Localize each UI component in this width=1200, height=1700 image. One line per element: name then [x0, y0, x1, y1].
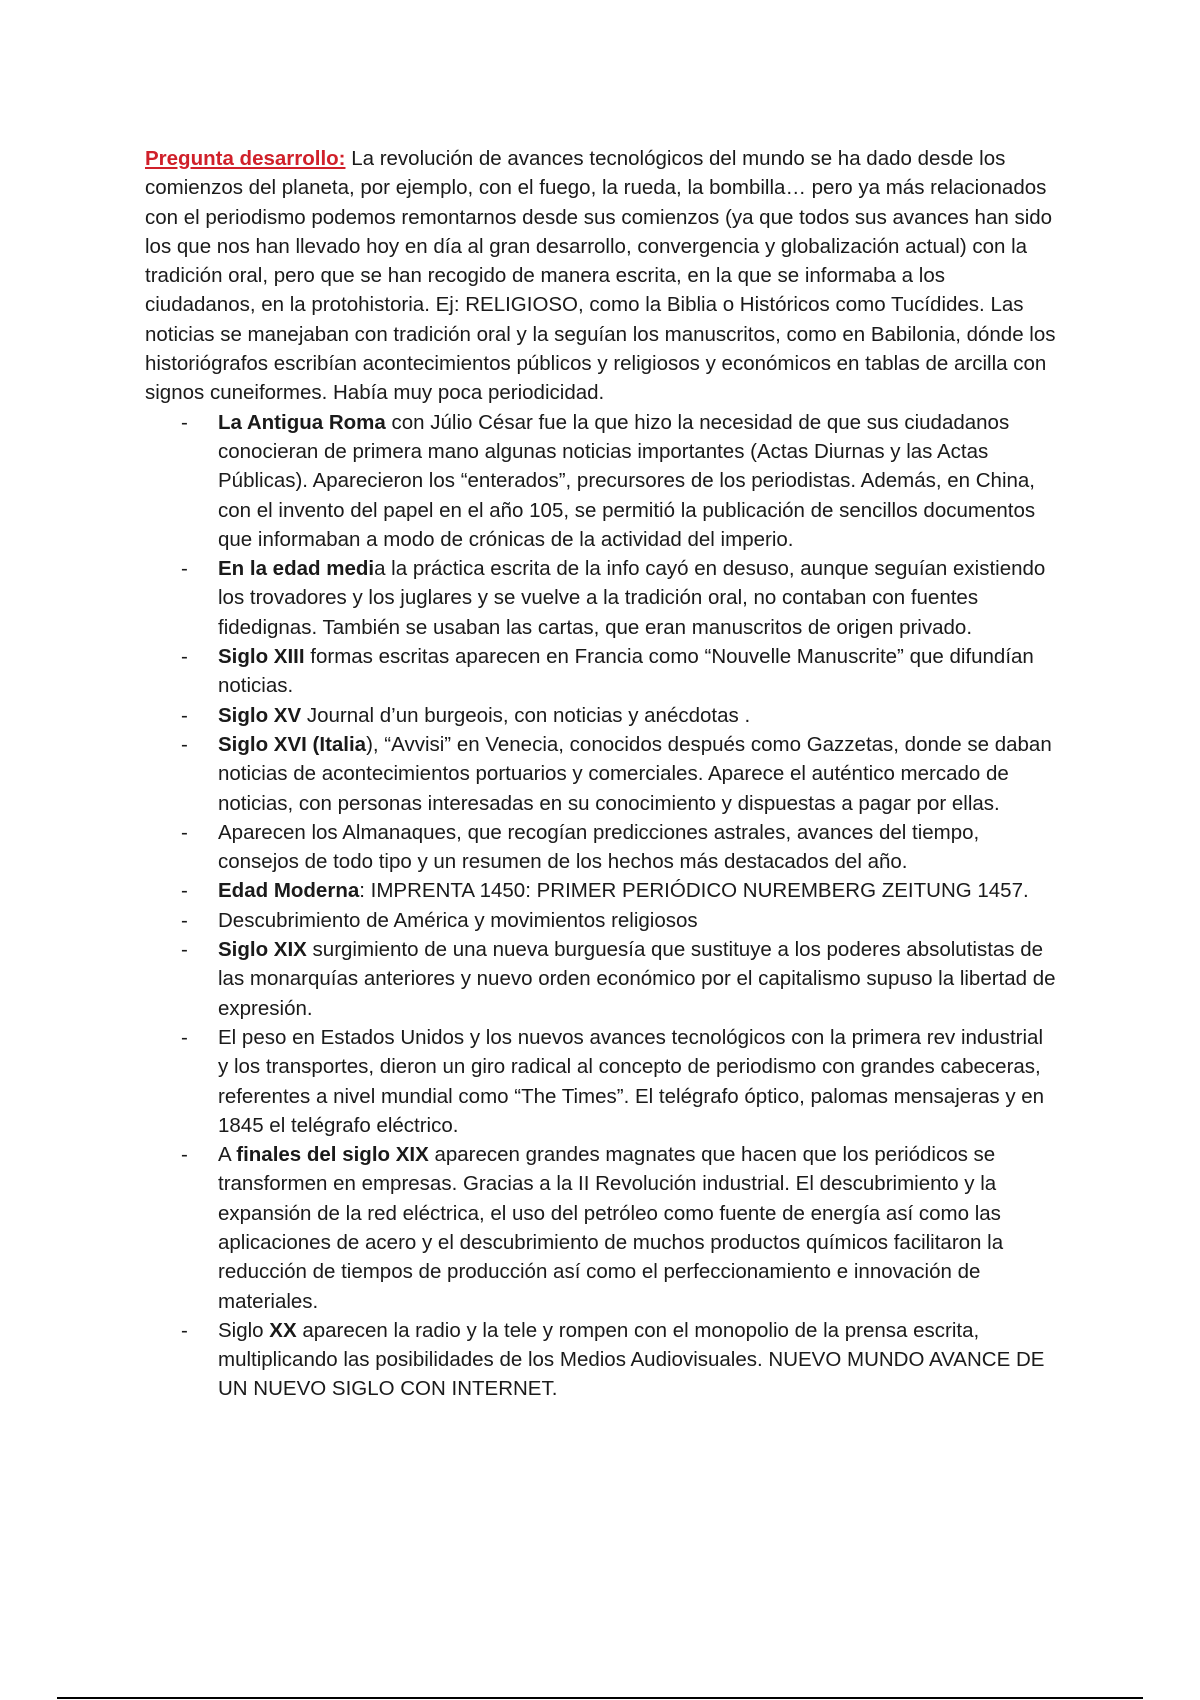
item-heading: Siglo XV [218, 703, 302, 727]
list-item [145, 554, 1057, 642]
item-heading: La Antigua Roma [218, 410, 386, 434]
item-heading: Siglo XIX [218, 938, 307, 962]
item-prefix: A [218, 1143, 237, 1167]
list-item [145, 1023, 1057, 1140]
bullet-dash: - [181, 410, 188, 434]
list-item [145, 701, 1057, 730]
bullet-dash: - [181, 645, 188, 669]
list-item [145, 1140, 1057, 1316]
bullet-dash: - [181, 1318, 188, 1342]
item-text: a la práctica escrita de la info cayó en desuso, aunque seguían existiendo los trovadores y los juglares y se vuelve a la tradición oral, no contaban con fuentes fidedignas. También se usaban las cartas, que eran manuscritos de origen privado. [218, 557, 1046, 639]
bullet-dash: - [181, 732, 188, 756]
item-text: El peso en Estados Unidos y los nuevos avances tecnológicos con la primera rev industrial y los transportes, dieron un giro radical al concepto de periodismo con grandes cabeceras, referentes a nivel mundial como “The Times”. El telégrafo óptico, palomas mensajeras y en 1845 el telégrafo eléctrico. [218, 1025, 1045, 1137]
bullet-dash: - [181, 557, 188, 581]
item-text: : IMPRENTA 1450: PRIMER PERIÓDICO NUREMBERG ZEITUNG 1457. [359, 879, 1029, 903]
item-text: ), “Avvisi” en Venecia, conocidos después como Gazzetas, donde se daban noticias de acontecimientos portuarios y comerciales. Aparece el auténtico mercado de noticias, con personas interesadas en su conocimiento y dispuestas a pagar por ellas. [218, 732, 1052, 815]
item-heading: Siglo XIII [218, 645, 305, 669]
item-heading: XX [269, 1318, 297, 1342]
item-heading: Edad Moderna [218, 879, 360, 903]
list-item [145, 876, 1057, 905]
item-text: Aparecen los Almanaques, que recogían predicciones astrales, avances del tiempo, consejos de todo tipo y un resumen de los hechos más destacados del año. [218, 820, 980, 874]
item-heading: Siglo XVI (Italia [218, 732, 367, 756]
list-item [145, 408, 1057, 554]
list-item [145, 935, 1057, 1023]
bullet-dash: - [181, 703, 188, 727]
item-text: aparecen grandes magnates que hacen que los periódicos se transformen en empresas. Gracias a la II Revolución industrial. El descubrimiento y la expansión de la red eléctrica, el uso del petróleo como fuente de energía así como las aplicaciones de acero y el descubrimiento de muchos productos químicos facilitaron la reducción de tiempos de producción así como el perfeccionamiento e innovación de materiales. [218, 1143, 1004, 1313]
item-text: formas escritas aparecen en Francia como “Nouvelle Manuscrite” que difundían noticias. [218, 645, 1034, 698]
page-bottom-rule [57, 1697, 1143, 1699]
item-text: con Júlio César fue la que hizo la necesidad de que sus ciudadanos conocieran de primera mano algunas noticias importantes (Actas Diurnas y las Actas Públicas). Aparecieron los “enterados”, precursores de los periodistas. Además, en China, con el invento del papel en el año 105, se permitió la publicación de sencillos documentos que informaban a modo de crónicas de la actividad del imperio. [218, 410, 1036, 551]
intro-text: La revolución de avances tecnológicos del mundo se ha dado desde los comienzos del planeta, por ejemplo, con el fuego, la rueda, la bombilla… pero ya más relacionados con el periodismo podemos remontarnos desde sus comienzos (ya que todos sus avances han sido los que nos han llevado hoy en día al gran desarrollo, convergencia y globalización actual) con la tradición oral, pero que se han recogido de manera escrita, en la que se informaba a los ciudadanos, en la protohistoria. Ej: RELIGIOSO, como la Biblia o Históricos como Tucídides. Las noticias se manejaban con tradición oral y la seguían los manuscritos, como en Babilonia, dónde los historiógrafos escribían acontecimientos públicos y religiosos y económicos en tablas de arcilla con signos cuneiformes. Había muy poca periodicidad. [145, 147, 1056, 405]
item-text: aparecen la radio y la tele y rompen con el monopolio de la prensa escrita, multiplicando las posibilidades de los Medios Audiovisuales. NUEVO MUNDO AVANCE DE UN NUEVO SIGLO CON INTERNET. [218, 1318, 1045, 1401]
bullet-dash: - [181, 908, 188, 932]
item-text: Journal d’un burgeois, con noticias y anécdotas . [301, 703, 751, 727]
bullet-dash: - [181, 879, 188, 903]
item-prefix: Siglo [218, 1318, 270, 1342]
item-heading: En la edad medi [218, 557, 375, 581]
bullet-dash: - [181, 1143, 188, 1167]
question-label: Pregunta desarrollo: [145, 147, 346, 170]
list-item [145, 906, 1057, 935]
bullet-dash: - [181, 938, 188, 962]
item-heading: finales del siglo XIX [236, 1143, 429, 1167]
list-item [145, 1316, 1057, 1404]
list-item [145, 730, 1057, 818]
item-text: Descubrimiento de América y movimientos religiosos [218, 908, 698, 932]
document-body [145, 144, 1057, 1404]
events-list [145, 408, 1057, 1404]
bullet-dash: - [181, 1025, 188, 1049]
item-text: surgimiento de una nueva burguesía que sustituye a los poderes absolutistas de las monarquías anteriores y nuevo orden económico por el capitalismo supuso la libertad de expresión. [218, 938, 1056, 1020]
list-item [145, 642, 1057, 701]
intro-paragraph [145, 144, 1057, 408]
list-item [145, 818, 1057, 877]
bullet-dash: - [181, 820, 188, 844]
